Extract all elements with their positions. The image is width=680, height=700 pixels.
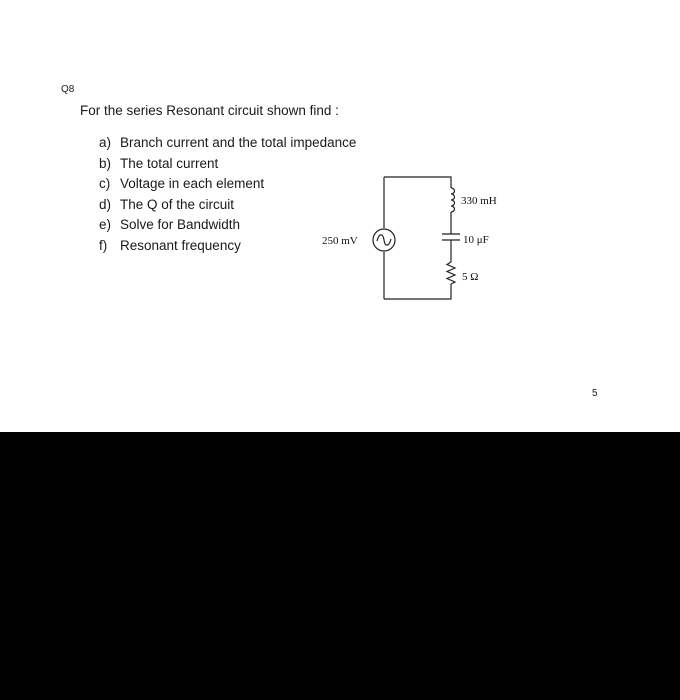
part-label: f) [99,237,108,253]
inductor-value-label: 330 mH [461,195,497,207]
capacitor-value-label: 10 μF [463,234,489,246]
part-label: c) [99,176,111,191]
source-voltage-label: 250 mV [322,235,358,247]
inductor-coil-icon [451,188,455,212]
part-label: a) [99,135,112,150]
wire-top [384,177,451,188]
part-text: Branch current and the total impedance [120,135,357,150]
part-text: The Q of the circuit [120,196,235,212]
black-band [0,432,680,700]
part-label: b) [99,155,112,171]
resistor-zigzag-icon [447,262,455,284]
part-text: Solve for Bandwidth [120,217,241,232]
question-number: Q8 [61,84,75,95]
resistor-value-label: 5 Ω [462,271,479,283]
wire-bottom [384,284,451,299]
series-rlc-circuit-diagram [300,168,520,308]
part-text: The total current [120,155,219,171]
part-text: Resonant frequency [120,237,241,253]
part-text: Voltage in each element [120,176,265,191]
part-label: e) [99,217,112,232]
part-a [99,133,356,154]
question-prompt: For the series Resonant circuit shown find : [80,103,339,118]
part-label: d) [99,196,112,212]
sine-wave-icon [377,235,391,245]
page-number: 5 [592,388,598,399]
